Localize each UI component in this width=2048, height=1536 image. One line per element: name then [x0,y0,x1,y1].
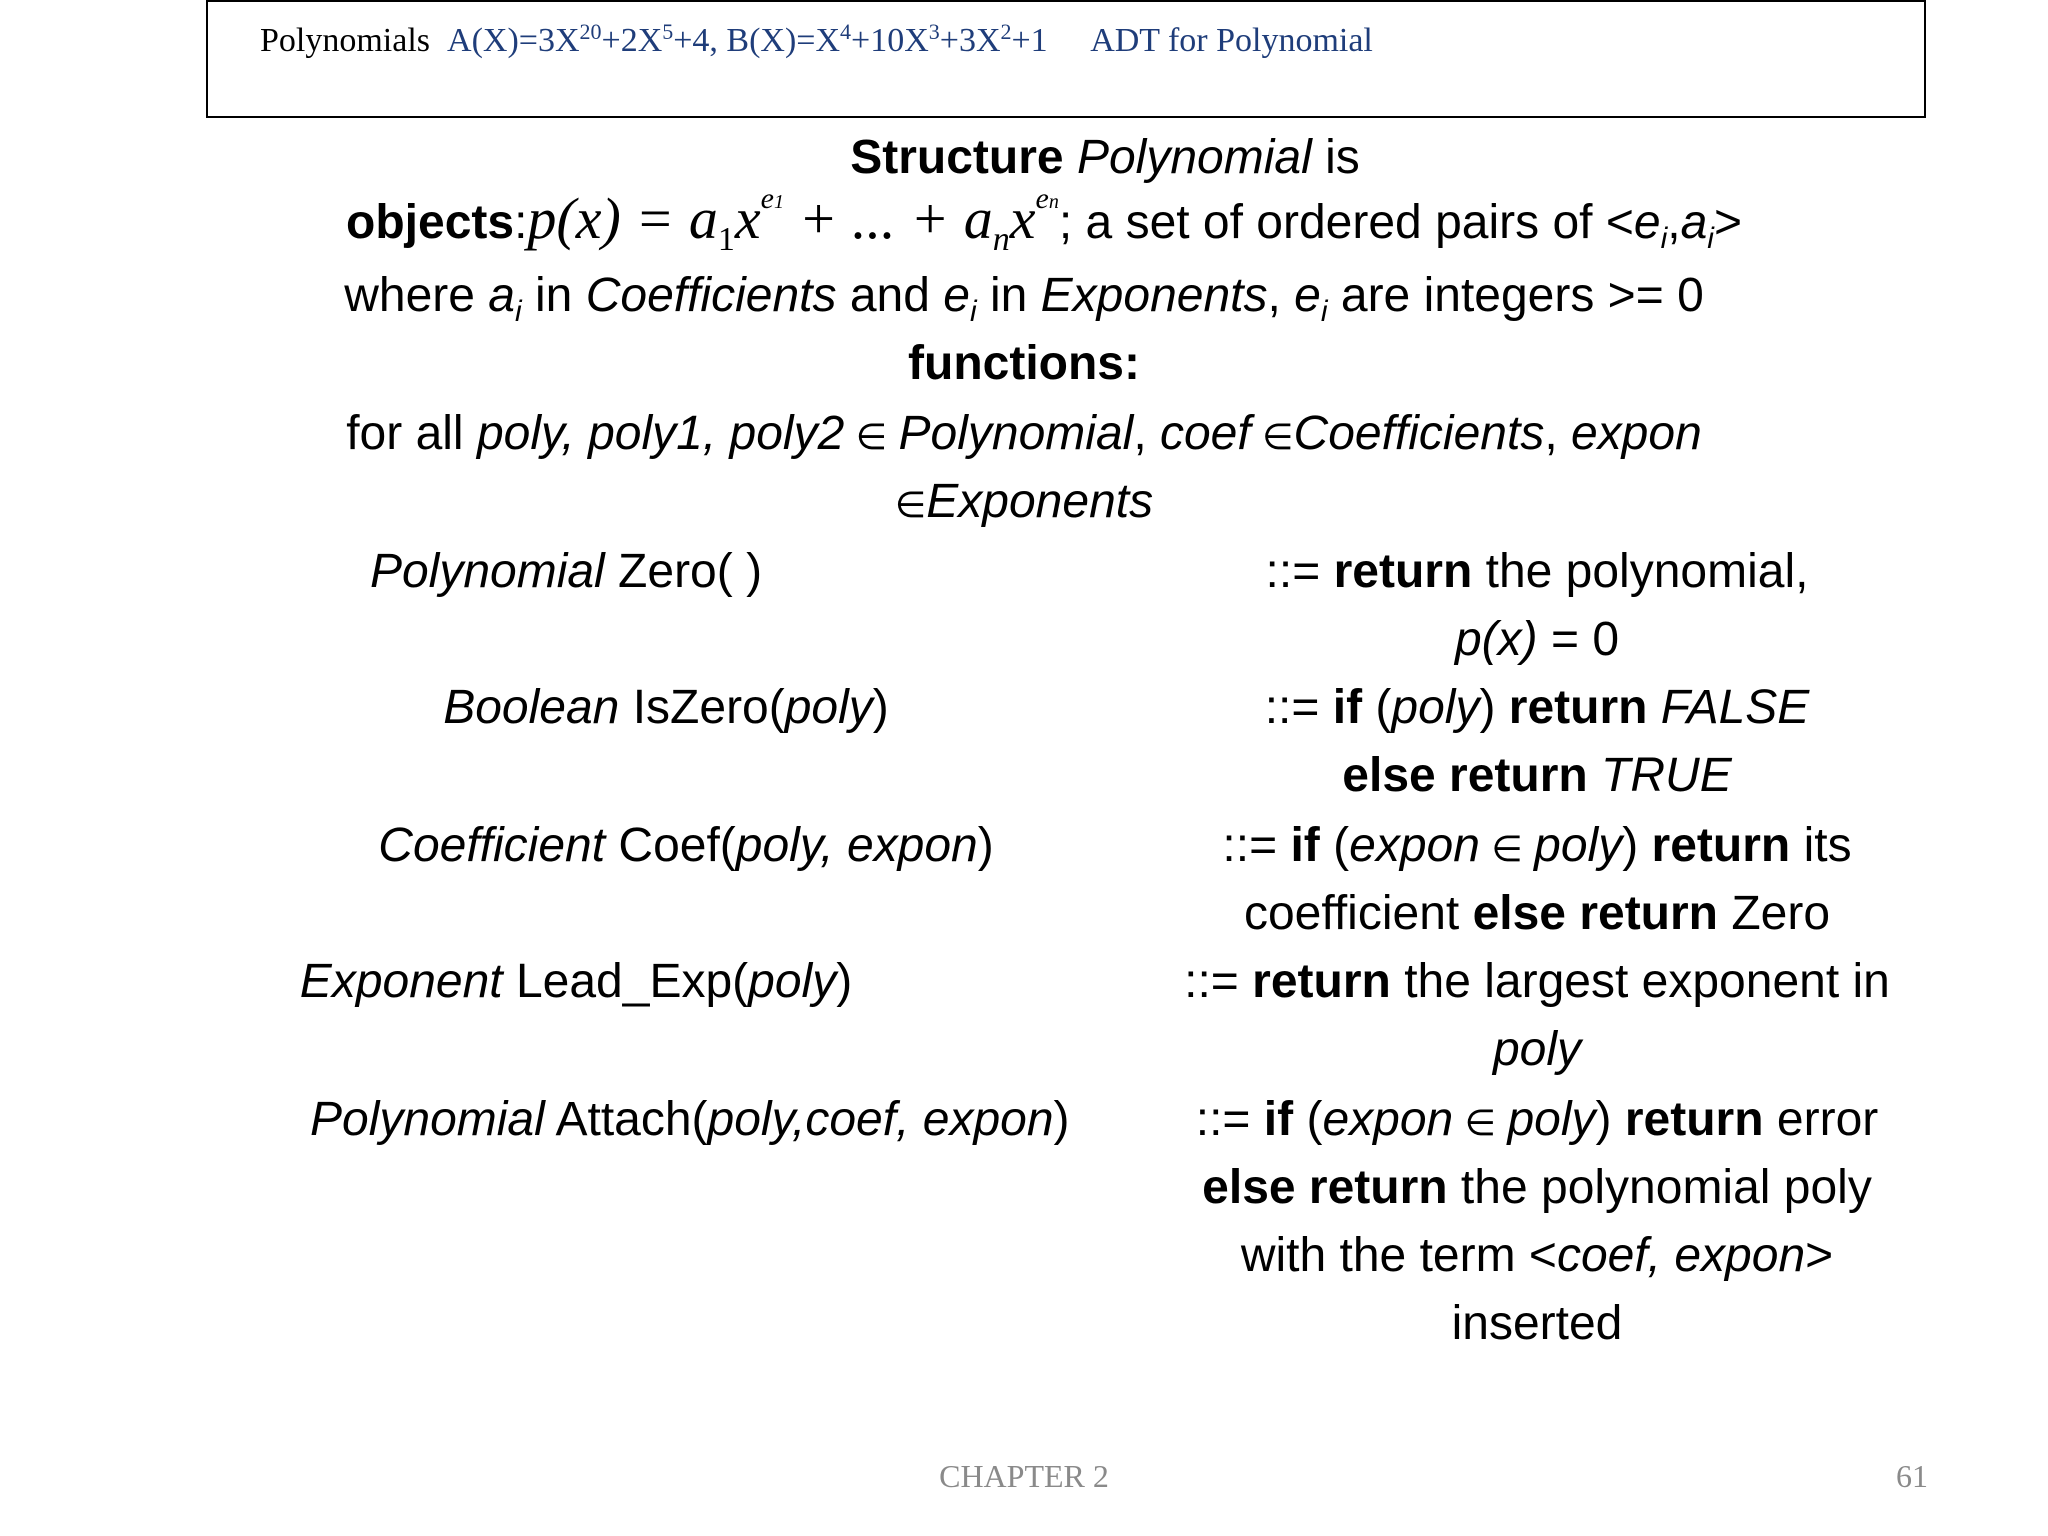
function-definition-coef-2: coefficient else return Zero [1243,887,1831,940]
function-definition-attach-2: else return the polynomial poly [1202,1161,1872,1214]
function-definition-attach: ::= if (expon ∈ poly) return error [1195,1093,1879,1146]
function-signature-attach: Polynomial Attach(poly,coef, expon) [310,1093,1070,1146]
title-adt-label: ADT for Polynomial [1090,22,1373,59]
function-definition-lead-exp: ::= return the largest exponent in [1184,955,1890,1008]
function-definition-zero-2: p(x) = 0 [1454,613,1620,666]
function-definition-iszero: ::= if (poly) return FALSE [1264,681,1810,734]
objects-line: objects:p(x) = $a_1x^{e1}$ + ... + $a_nx^{en}$; a set of ordered pairs of $<e_i,a_i>$ [346,182,1742,258]
function-signature-iszero: Boolean IsZero(poly) [443,681,889,734]
function-definition-attach-3: with the term <coef, expon> [1240,1229,1834,1282]
function-signature-zero: Polynomial Zero( ) [369,545,763,598]
footer-chapter: CHAPTER 2 [939,1458,1109,1494]
title-topic: Polynomials [260,22,431,59]
function-definition-coef: ::= if (expon ∈ poly) return its [1222,819,1852,872]
forall-line-2: ∈Exponents [894,475,1154,528]
structure-line: Structure Polynomial is [850,131,1360,184]
slide-title-box [206,0,1926,118]
function-signature-coef: Coefficient Coef(poly, expon) [378,819,994,872]
forall-line: for all poly, poly1, poly2 ∈ Polynomial, coef ∈Coefficients, expon [346,407,1702,460]
where-line: where $a_i$ in Coefficients and $e_i$ in Exponents, $e_i$ are integers >= 0 [344,269,1704,328]
function-definition-zero: ::= return the polynomial, [1265,545,1809,598]
function-definition-lead-exp-2: poly [1492,1023,1582,1076]
polynomial-formula: $p(x) = a_1x^{e1}$ + ... + $a_nx^{en}$ [527,182,1059,258]
function-definition-attach-4: inserted [1451,1297,1623,1350]
function-signature-lead-exp: Exponent Lead_Exp(poly) [299,955,853,1008]
functions-heading: functions: [908,337,1140,390]
function-definition-iszero-2: else return TRUE [1342,749,1732,802]
title-polynomials: $A(X)=3X^{20}+2X^5+4$, $B(X)=X^4+10X^3+3X^2+1$ [447,19,1048,59]
slide-title [260,19,1373,60]
footer-page-number: 61 [1896,1458,1928,1494]
